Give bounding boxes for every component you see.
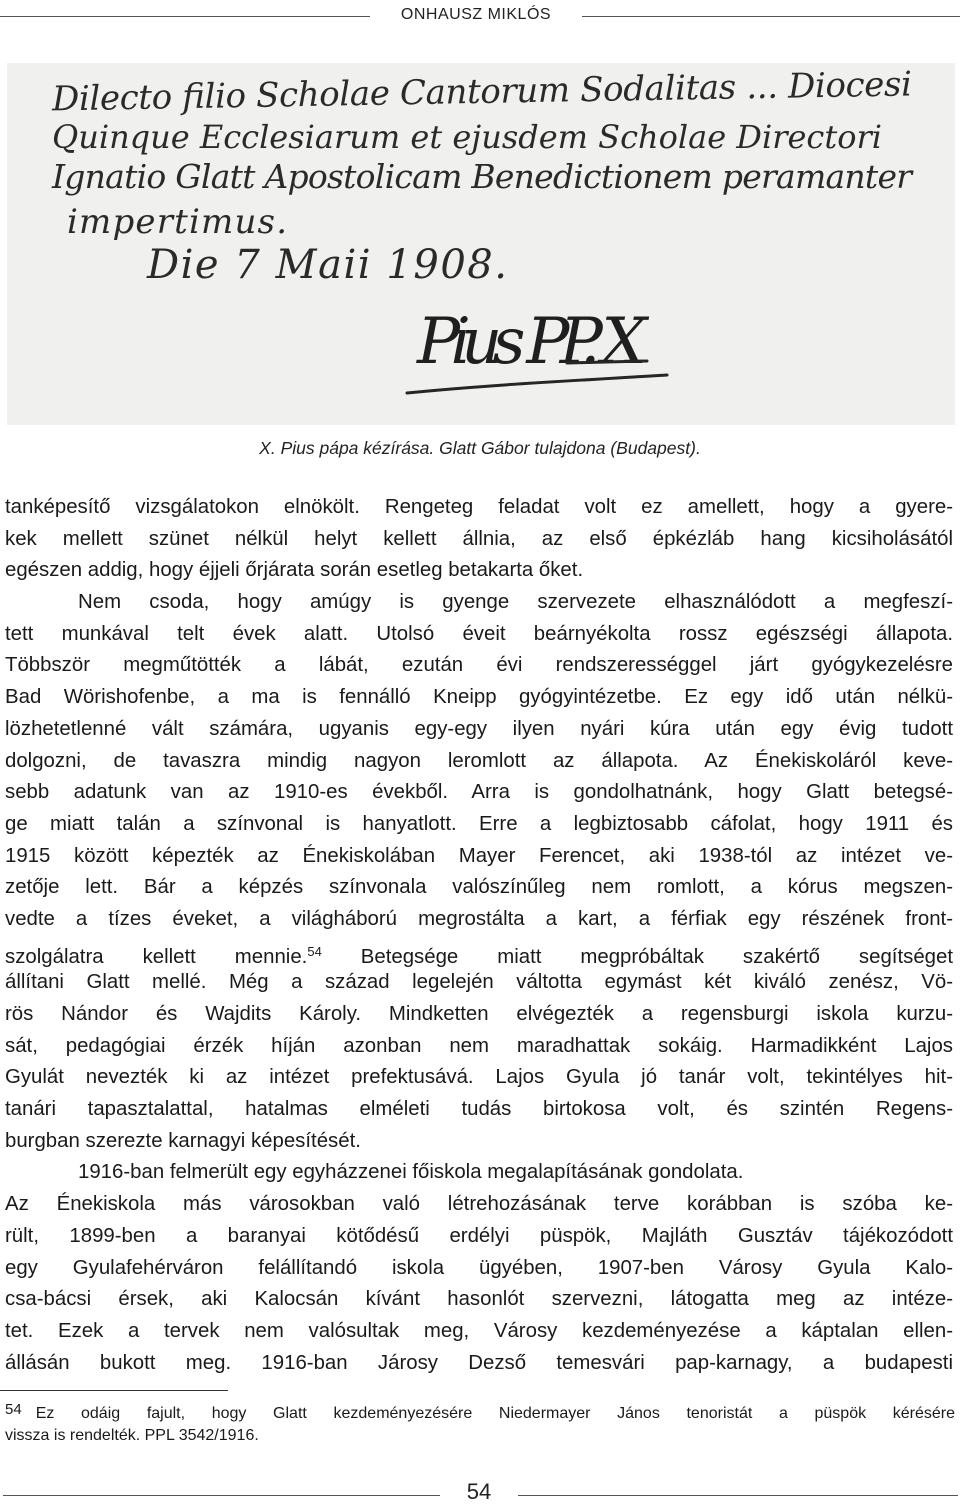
header-rule-left (0, 16, 370, 17)
text-line: ge miatt talán a színvonal is hanyatlott. Erre a legbiztosabb cáfolat, hogy 1911 és (5, 812, 953, 835)
footer-rule-left (3, 1495, 440, 1496)
text-line: rös Nándor és Wajdits Károly. Mindketten elvégezték a regensburgi iskola kurzu- (5, 1003, 953, 1025)
footer-rule-right (518, 1495, 958, 1496)
handwriting-line-3: Ignatio Glatt Apostolicam Benedictionem peramanter (52, 157, 912, 196)
footnote-line: vissza is rendelték. PPL 3542/1916. (5, 1427, 259, 1444)
handwriting-signature: Pius PP. X (417, 305, 647, 379)
handwriting-line-4: impertimus. (67, 202, 287, 242)
footnote-text: Ez odáig fajult, hogy Glatt kezdeményezésére Niedermayer János tenoristát a püspök kérésére (35, 1405, 955, 1422)
page-header (0, 0, 960, 34)
handwriting-line-1: Dilecto filio Scholae Cantorum Sodalitas ... Diocesi (51, 64, 913, 120)
text-line: egy Gyulafehérváron felállítandó iskola ügyében, 1907-ben Városy Gyula Kalo- (5, 1256, 953, 1279)
text-line: Bad Wörishofenbe, a ma is fennálló Kneipp gyógyintézetbe. Ez egy idő után nélkü- (5, 686, 953, 709)
text-line: burgban szerezte karnagyi képesítését. (5, 1129, 361, 1152)
text-line: vedte a tízes éveket, a világháború megrostálta a kart, a férfiak egy részének front- (5, 907, 953, 930)
text-segment: Betegsége miatt megpróbáltak szakértő segítséget (321, 945, 953, 968)
text-line: állítani Glatt mellé. Még a század legelején váltotta egymást két kiváló zenész, Vö- (5, 971, 953, 994)
text-line: kek mellett szünet nélkül helyt kellett állnia, az első épkézláb hang kicsiholásától (5, 527, 953, 550)
text-line: sebb adatunk van az 1910-es évekből. Arra is gondolhatnánk, hogy Glatt betegsé- (5, 781, 953, 804)
page-footer (0, 1475, 960, 1509)
text-line: tett munkával telt évek alatt. Utolsó éveit beárnyékolta rossz egészségi állapota. (5, 622, 953, 645)
text-line: 1915 között képezték az Énekiskolában Mayer Ferencet, aki 1938-tól az intézet ve- (5, 844, 953, 867)
text-line: csa-bácsi érsek, aki Kalocsán kívánt hasonlót szervezni, látogatta meg az intéze- (5, 1288, 953, 1311)
figure-caption: X. Pius pápa kézírása. Glatt Gábor tulajdona (Budapest). (259, 438, 701, 458)
body-text (5, 492, 953, 1379)
text-line-with-footnote-ref (5, 936, 953, 968)
text-line: állásán bukott meg. 1916-ban Járosy Dezső temesvári pap-karnagy, a budapesti (5, 1351, 953, 1374)
text-line: tanképesítő vizsgálatokon elnökölt. Rengeteg feladat volt ez amellett, hogy a gyere- (5, 496, 953, 518)
text-line: zetője lett. Bár a képzés színvonala valószínűleg nem romlott, a kórus megszen- (5, 876, 953, 899)
text-line: dolgozni, de tavaszra mindig nagyon leromlott az állapota. Az Énekiskoláról keve- (5, 749, 953, 772)
text-line: 1916-ban felmerült egy egyházzenei főiskola megalapításának gondolata. (78, 1161, 744, 1184)
header-rule-right (582, 16, 960, 17)
footnote-reference[interactable]: 54 (307, 943, 322, 959)
page-number: 54 (466, 1479, 492, 1504)
footnote-line (5, 1397, 955, 1423)
footnote (5, 1397, 955, 1449)
handwriting-line-2: Quinque Ecclesiarum et ejusdem Scholae Directori (52, 118, 882, 156)
text-line: tet. Ezek a tervek nem valósultak meg, Városy kezdeményezése a káptalan ellen- (5, 1319, 953, 1342)
text-line: Többször megműtötték a lábát, ezután évi rendszerességgel járt gyógykezelésre (5, 654, 953, 677)
text-line: lözhetetlenné vált számára, ugyanis egy-egy ilyen nyári kúra után egy évig tudott (5, 717, 953, 740)
text-line: rült, 1899-ben a baranyai kötődésű erdélyi püspök, Majláth Gusztáv tájékozódott (5, 1224, 953, 1247)
text-line: tanári tapasztalattal, hatalmas elméleti tudás birtokosa volt, és szintén Regens- (5, 1098, 953, 1121)
text-line: Nem csoda, hogy amúgy is gyenge szervezete elhasználódott a megfeszí- (78, 591, 953, 614)
running-header-author: ONHAUSZ MIKLÓS (400, 6, 552, 23)
text-line: sát, pedagógiai érzék híján azonban nem maradhattak sokáig. Harmadikként Lajos (5, 1034, 953, 1057)
footnote-separator (0, 1390, 228, 1391)
text-segment: szolgálatra kellett mennie. (5, 945, 308, 968)
text-line: egészen addig, hogy éjjeli őrjárata során esetleg betakarta őket. (5, 559, 584, 582)
handwriting-date: Die 7 Maii 1908. (147, 242, 507, 288)
handwritten-letter-image (7, 63, 955, 425)
text-line: Az Énekiskola más városokban való létrehozásának terve korábban is szóba ke- (5, 1193, 953, 1216)
text-line: Gyulát nevezték ki az intézet prefektusává. Lajos Gyula jó tanár volt, tekintélyes hit- (5, 1066, 953, 1089)
footnote-number: 54 (5, 1401, 22, 1418)
